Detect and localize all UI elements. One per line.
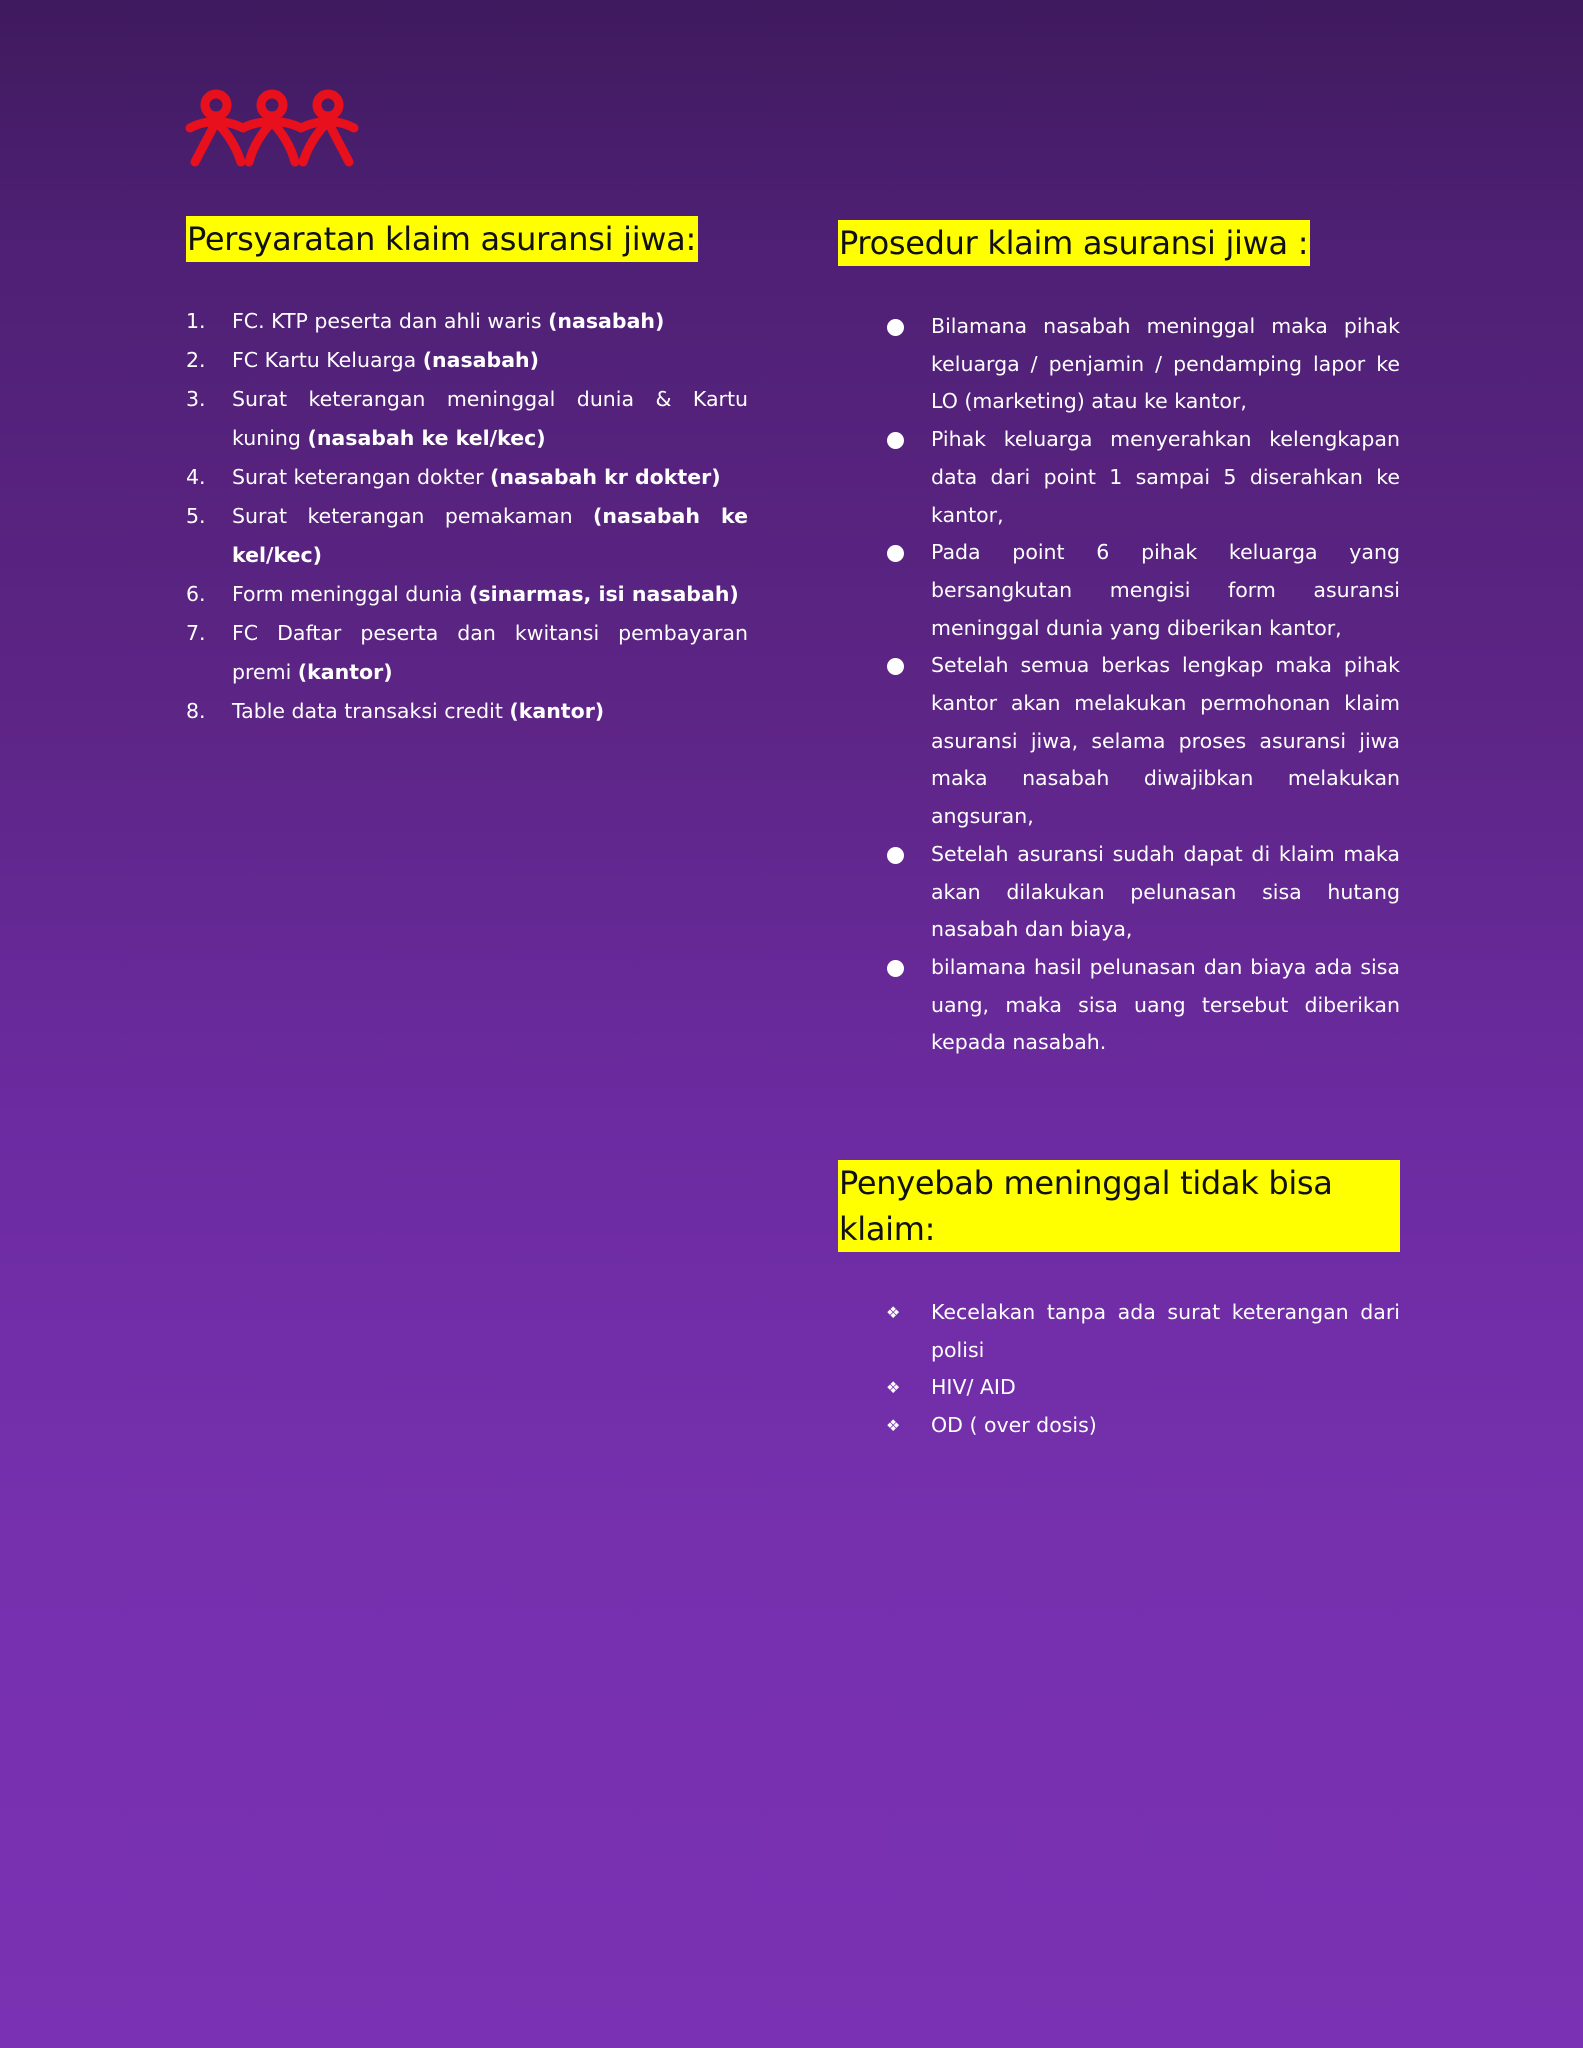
list-item: Setelah asuransi sudah dapat di klaim maka akan dilakukan pelunasan sisa hutang nasabah dan biaya,	[838, 836, 1400, 949]
exclusions-title: Penyebab meninggal tidak bisa klaim:	[838, 1160, 1400, 1252]
three-people-logo-icon	[183, 88, 361, 168]
list-item: 2. FC Kartu Keluarga (nasabah)	[186, 348, 539, 372]
procedure-section	[838, 220, 1400, 1062]
list-item: Bilamana nasabah meninggal maka pihak keluarga / penjamin / pendamping lapor ke LO (marketing) atau ke kantor,	[838, 308, 1400, 421]
list-item: 3. Surat keterangan meninggal dunia & Kartu kuning (nasabah ke kel/kec)	[186, 387, 748, 450]
list-item: ❖ HIV/ AID	[838, 1369, 1400, 1407]
list-item: ❖ OD ( over dosis)	[838, 1407, 1400, 1445]
bullet-dot-icon	[887, 658, 904, 675]
list-item: 5. Surat keterangan pemakaman (nasabah ke kel/kec)	[186, 504, 748, 567]
exclusions-list	[838, 1294, 1400, 1445]
list-item: ❖ Kecelakan tanpa ada surat keterangan dari polisi	[838, 1294, 1400, 1369]
requirements-list	[186, 302, 748, 731]
requirements-section	[186, 216, 748, 731]
list-item: Setelah semua berkas lengkap maka pihak kantor akan melakukan permohonan klaim asuransi jiwa, selama proses asuransi jiwa maka nasabah diwajibkan melakukan angsuran,	[838, 647, 1400, 836]
list-item: 7. FC Daftar peserta dan kwitansi pembayaran premi (kantor)	[186, 621, 748, 684]
list-item: 8. Table data transaksi credit (kantor)	[186, 699, 605, 723]
bullet-dot-icon	[887, 432, 904, 449]
diamond-bullet-icon: ❖	[886, 1378, 901, 1398]
list-item: 4. Surat keterangan dokter (nasabah kr dokter)	[186, 465, 721, 489]
bullet-dot-icon	[887, 960, 904, 977]
diamond-bullet-icon: ❖	[886, 1303, 901, 1322]
bullet-dot-icon	[887, 847, 904, 864]
bullet-dot-icon	[887, 545, 904, 562]
diamond-bullet-icon: ❖	[886, 1416, 901, 1436]
list-item: 1. FC. KTP peserta dan ahli waris (nasabah)	[186, 309, 665, 333]
bullet-dot-icon	[887, 319, 904, 336]
exclusions-section	[838, 1160, 1400, 1445]
requirements-title: Persyaratan klaim asuransi jiwa:	[186, 216, 698, 262]
procedure-list	[838, 308, 1400, 1062]
list-item: 6. Form meninggal dunia (sinarmas, isi nasabah)	[186, 582, 739, 606]
procedure-title: Prosedur klaim asuransi jiwa :	[838, 220, 1310, 266]
list-item: Pihak keluarga menyerahkan kelengkapan data dari point 1 sampai 5 diserahkan ke kantor,	[838, 421, 1400, 534]
list-item: bilamana hasil pelunasan dan biaya ada sisa uang, maka sisa uang tersebut diberikan kepada nasabah.	[838, 949, 1400, 1062]
list-item: Pada point 6 pihak keluarga yang bersangkutan mengisi form asuransi meninggal dunia yang diberikan kantor,	[838, 534, 1400, 647]
